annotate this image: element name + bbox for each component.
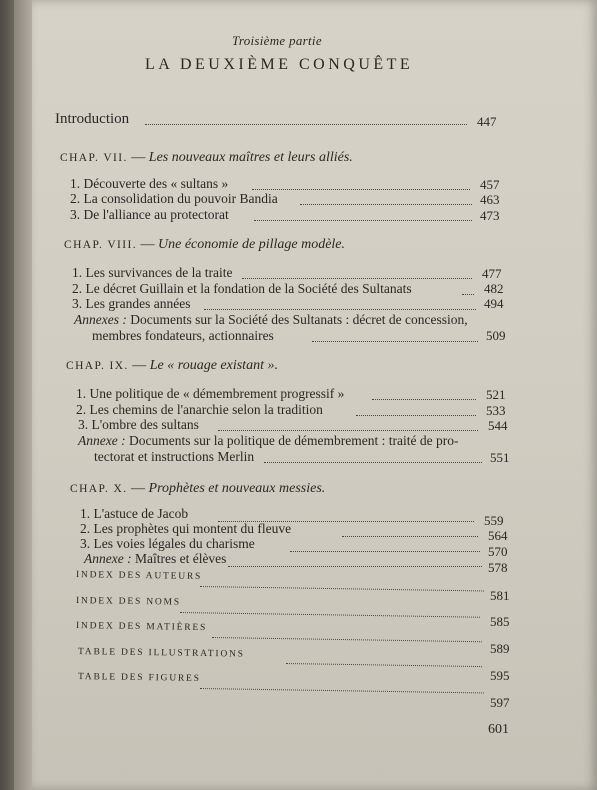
chapter-title: Une économie de pillage modèle. — [158, 237, 346, 252]
index-entry-page: 589 — [490, 641, 510, 656]
annex-line — [74, 312, 468, 328]
toc-entry-page: 570 — [488, 544, 508, 559]
leader-dots — [356, 415, 476, 416]
annex-page: 509 — [486, 328, 506, 343]
part-subtitle: Troisième partie — [232, 33, 322, 48]
book-page — [32, 0, 597, 790]
chapter-title: Le « rouage existant ». — [149, 358, 278, 373]
toc-entry: 1. Découverte des « sultans » — [70, 176, 229, 191]
toc-entry-page: 564 — [488, 528, 508, 543]
leader-dots — [218, 430, 478, 431]
leader-dots — [286, 663, 482, 667]
toc-entry: 1. Les survivances de la traite — [72, 265, 233, 280]
chapter-title: Les nouveaux maîtres et leurs alliés. — [148, 150, 353, 165]
chapter-label: CHAP. IX. — [66, 360, 129, 372]
toc-entry-page: 463 — [480, 192, 500, 207]
toc-introduction-label: Introduction — [55, 111, 130, 127]
annex-text: Documents sur la politique de démembrement : traité de pro- — [128, 433, 459, 448]
toc-entry-page: 544 — [488, 418, 508, 433]
toc-introduction-page: 447 — [477, 114, 497, 129]
toc-entry: 2. Les prophètes qui montent du fleuve — [80, 521, 292, 536]
part-title: LA DEUXIÈME CONQUÊTE — [145, 56, 414, 73]
chapter-heading-7: CHAP. VII. — Les nouveaux maîtres et leurs alliés. — [60, 150, 353, 165]
index-entry-page: 581 — [490, 588, 510, 603]
toc-entry: 3. De l'alliance au protectorat — [70, 207, 229, 222]
leader-dots — [180, 612, 480, 618]
chapter-label: CHAP. VII. — [60, 152, 128, 164]
toc-entry-page: 473 — [480, 208, 500, 223]
final-page-number: 601 — [488, 722, 509, 737]
leader-dots — [462, 294, 474, 295]
index-entry-label: INDEX DES AUTEURS — [75, 570, 203, 582]
annex-text: Documents sur la Société des Sultanats : décret de concession, — [130, 312, 468, 327]
toc-entry: 2. La consolidation du pouvoir Bandia — [70, 191, 278, 206]
annex-line — [84, 551, 226, 567]
toc-entry-page: 482 — [484, 281, 504, 296]
annex-label: Annexes : — [74, 312, 127, 327]
chapter-heading-9: CHAP. IX. — Le « rouage existant ». — [66, 358, 278, 373]
annex-page: 551 — [490, 450, 510, 465]
annex-continuation: tectorat et instructions Merlin — [94, 449, 255, 464]
chapter-label: CHAP. X. — [70, 483, 128, 495]
index-entry-label: INDEX DES NOMS — [75, 596, 181, 608]
toc-entry-page: 521 — [486, 387, 506, 402]
index-entry-page: 585 — [490, 614, 510, 629]
chapter-label: CHAP. VIII. — [64, 239, 138, 251]
toc-entry: 2. Les chemins de l'anarchie selon la tradition — [76, 402, 323, 417]
index-entry-label: INDEX DES MATIÈRES — [75, 621, 208, 634]
index-entry-label: TABLE DES FIGURES — [77, 672, 201, 684]
leader-dots — [200, 586, 484, 591]
annex-label: Annexe : — [84, 551, 132, 566]
toc-entry-page: 494 — [484, 296, 504, 311]
leader-dots — [200, 688, 484, 693]
chapter-heading-10: CHAP. X. — Prophètes et nouveaux messies. — [70, 481, 326, 496]
leader-dots — [242, 278, 472, 279]
toc-entry: 2. Le décret Guillain et la fondation de la Société des Sultanats — [72, 281, 412, 296]
toc-entry: 1. Une politique de « démembrement progressif » — [76, 386, 345, 401]
leader-dots — [254, 220, 472, 221]
toc-entry-page: 533 — [486, 403, 506, 418]
leader-dots — [312, 341, 478, 342]
toc-entry-page: 457 — [480, 177, 500, 192]
annex-continuation: membres fondateurs, actionnaires — [92, 328, 274, 343]
leader-dots — [145, 124, 467, 125]
leader-dots — [212, 637, 482, 642]
annex-text: Maîtres et élèves — [134, 551, 227, 566]
leader-dots — [300, 204, 472, 205]
index-entry-page: 597 — [490, 695, 510, 710]
leader-dots — [264, 462, 482, 463]
index-entry-label: TABLE DES ILLUSTRATIONS — [77, 647, 245, 660]
index-entry-page: 595 — [490, 668, 510, 683]
spine-edge — [0, 0, 14, 790]
chapter-heading-8: CHAP. VIII. — Une économie de pillage modèle. — [64, 237, 346, 252]
leader-dots — [228, 566, 482, 567]
annex-page: 578 — [488, 560, 508, 575]
leader-dots — [290, 551, 480, 552]
leader-dots — [342, 536, 478, 537]
toc-entry-page: 477 — [482, 266, 502, 281]
annex-line — [78, 433, 459, 449]
toc-entry: 3. Les grandes années — [72, 296, 191, 311]
toc-entry: 3. Les voies légales du charisme — [80, 536, 255, 551]
toc-entry: 1. L'astuce de Jacob — [80, 506, 189, 521]
leader-dots — [252, 189, 470, 190]
toc-entry-page: 559 — [484, 513, 504, 528]
toc-entry: 3. L'ombre des sultans — [78, 417, 199, 432]
leader-dots — [372, 399, 476, 400]
chapter-title: Prophètes et nouveaux messies. — [148, 481, 326, 496]
annex-label: Annexe : — [78, 433, 126, 448]
leader-dots — [204, 309, 476, 310]
